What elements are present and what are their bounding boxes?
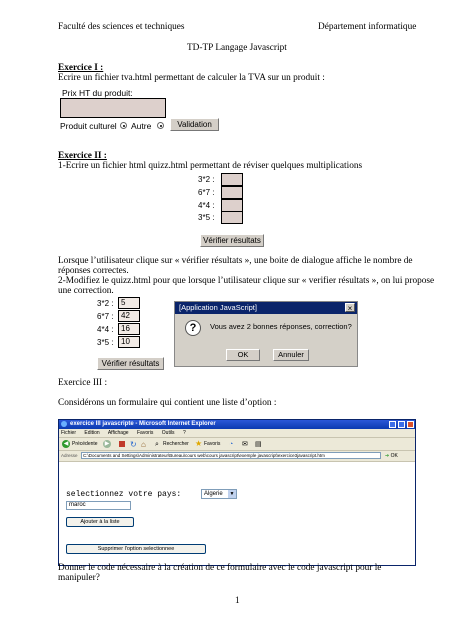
cancel-button[interactable]: Annuler (273, 349, 309, 361)
menu-affichage[interactable]: Affichage (107, 430, 129, 436)
search-icon[interactable]: ⌕ (155, 441, 159, 448)
ok-button[interactable]: OK (226, 349, 260, 361)
ie-content (59, 462, 415, 565)
verify-button-2[interactable]: Vérifier résultats (97, 357, 164, 370)
favorites-star-icon[interactable]: ★ (195, 439, 203, 448)
ie-addressbar (59, 451, 415, 462)
quiz-label-3: 4*4 : (198, 201, 215, 210)
country-text-input[interactable]: maroc (66, 501, 131, 510)
validation-button[interactable]: Validation (170, 118, 219, 131)
js-dialog (174, 301, 358, 367)
mail-icon[interactable]: ✉ (242, 441, 248, 448)
quiz2-input-4[interactable]: 10 (118, 336, 140, 348)
ex3-question-b: manipuler? (58, 573, 100, 583)
menu-outils[interactable]: Outils (161, 430, 175, 436)
ex3-intro: Considérons un formulaire qui contient une liste d’option : (58, 398, 277, 408)
quiz-label-2: 6*7 : (198, 188, 215, 197)
forward-arrow-icon[interactable]: ▶ (104, 441, 110, 447)
refresh-icon[interactable]: ↻ (130, 440, 137, 449)
home-icon[interactable]: ⌂ (141, 440, 146, 449)
menu-favoris[interactable]: Favoris (136, 430, 154, 436)
go-button[interactable] (385, 452, 398, 460)
ex1-text: Ecrire un fichier tva.html permettant de calculer la TVA sur un produit : (58, 73, 325, 83)
remove-option-button[interactable]: Supprimer l'option selectionnee (66, 544, 206, 554)
close-icon[interactable]: × (345, 303, 355, 312)
ie-toolbar (59, 438, 415, 451)
header-department: Département informatique (318, 22, 417, 32)
question-icon: ? (185, 320, 201, 336)
ex2-para2-b: une correction. (58, 286, 114, 296)
ex2-para2-a: 2-Modifiez le quizz.html pour que lorsque l’utilisateur clique sur « verifier résultats », on lui propose (58, 276, 435, 286)
menu-fichier[interactable]: Fichier (61, 430, 77, 436)
ex1-price-label: Prix HT du produit: (62, 88, 133, 98)
favorites-button-label[interactable]: Favoris (204, 441, 221, 447)
header-faculty: Faculté des sciences et techniques (58, 22, 185, 32)
search-button-label[interactable]: Rechercher (163, 441, 189, 447)
select-country-label: selectionnez votre pays: (66, 490, 182, 499)
quiz2-label-2: 6*7 : (97, 312, 114, 321)
js-dialog-title: [Application JavaScript] (179, 303, 257, 312)
quiz-input-1[interactable] (221, 173, 243, 186)
ie-titlebar (59, 420, 415, 429)
ie-maximize-icon[interactable] (398, 421, 405, 428)
js-dialog-message: Vous avez 2 bonnes réponses, correction? (210, 322, 352, 331)
ex1-radio2-label: Autre (131, 121, 152, 131)
js-dialog-titlebar (175, 302, 357, 314)
ex2-line1: 1-Ecrire un fichier html quizz.html permettant de réviser quelques multiplications (58, 161, 363, 171)
quiz-input-4[interactable] (221, 211, 243, 224)
ex1-price-input[interactable] (60, 98, 166, 118)
history-icon[interactable]: ◔ (229, 441, 234, 448)
address-input[interactable]: C:\Documents and Settings\Administrateur\Bureau\cours web\cours javascript\exemple javascript\exercice3javascript.htm (81, 452, 381, 459)
quiz2-input-2[interactable]: 42 (118, 310, 140, 322)
print-icon[interactable]: ▤ (255, 441, 262, 448)
ie-menubar (59, 429, 415, 438)
quiz2-input-3[interactable]: 16 (118, 323, 140, 335)
back-button-label[interactable]: Précédente (72, 441, 98, 447)
quiz2-label-3: 4*4 : (97, 325, 114, 334)
menu-edition[interactable]: Edition (84, 430, 100, 436)
ex3-heading: Exercice III : (58, 378, 108, 388)
quiz-input-2[interactable] (221, 186, 243, 199)
ex1-radio-autre[interactable] (157, 122, 164, 129)
ie-close-icon[interactable] (407, 421, 414, 428)
ex2-para1-b: réponses correctes. (58, 266, 129, 276)
ie-window (58, 419, 416, 566)
country-select-value: Algerie (204, 491, 223, 497)
ex3-question-a: Donner le code nécessaire à la création de ce formulaire avec le code javascript pour le (58, 563, 382, 573)
stop-icon[interactable] (119, 441, 125, 447)
ex1-heading: Exercice I : (58, 63, 104, 73)
country-select[interactable] (201, 489, 237, 499)
quiz-label-1: 3*2 : (198, 175, 215, 184)
ie-logo-icon (61, 421, 67, 427)
ie-minimize-icon[interactable] (389, 421, 396, 428)
quiz2-label-1: 3*2 : (97, 299, 114, 308)
ex1-radio1-label: Produit culturel (60, 121, 117, 131)
verify-button[interactable]: Vérifier résultats (200, 234, 264, 247)
ex1-radio-culturel[interactable] (120, 122, 127, 129)
menu-help[interactable]: ? (182, 430, 186, 436)
quiz2-label-4: 3*5 : (97, 338, 114, 347)
add-to-list-button[interactable]: Ajouter à la liste (66, 517, 134, 527)
go-arrow-icon: ➔ (385, 453, 390, 459)
go-label: OK (390, 453, 398, 459)
address-label: Adresse (61, 453, 78, 458)
quiz-label-4: 3*5 : (198, 213, 215, 222)
ie-title: exercice III javascripte - Microsoft Internet Explorer (70, 421, 216, 427)
quiz2-input-1[interactable]: 5 (118, 297, 140, 309)
back-arrow-icon[interactable]: ◀ (63, 441, 69, 447)
page-number: 1 (235, 596, 240, 606)
chevron-down-icon: ▼ (229, 491, 235, 497)
ex2-heading: Exercice II : (58, 151, 107, 161)
doc-title: TD-TP Langage Javascript (187, 43, 287, 53)
ex2-para1-a: Lorsque l’utilisateur clique sur « vérifier résultats », une boite de dialogue affiche le nombre de (58, 256, 413, 266)
